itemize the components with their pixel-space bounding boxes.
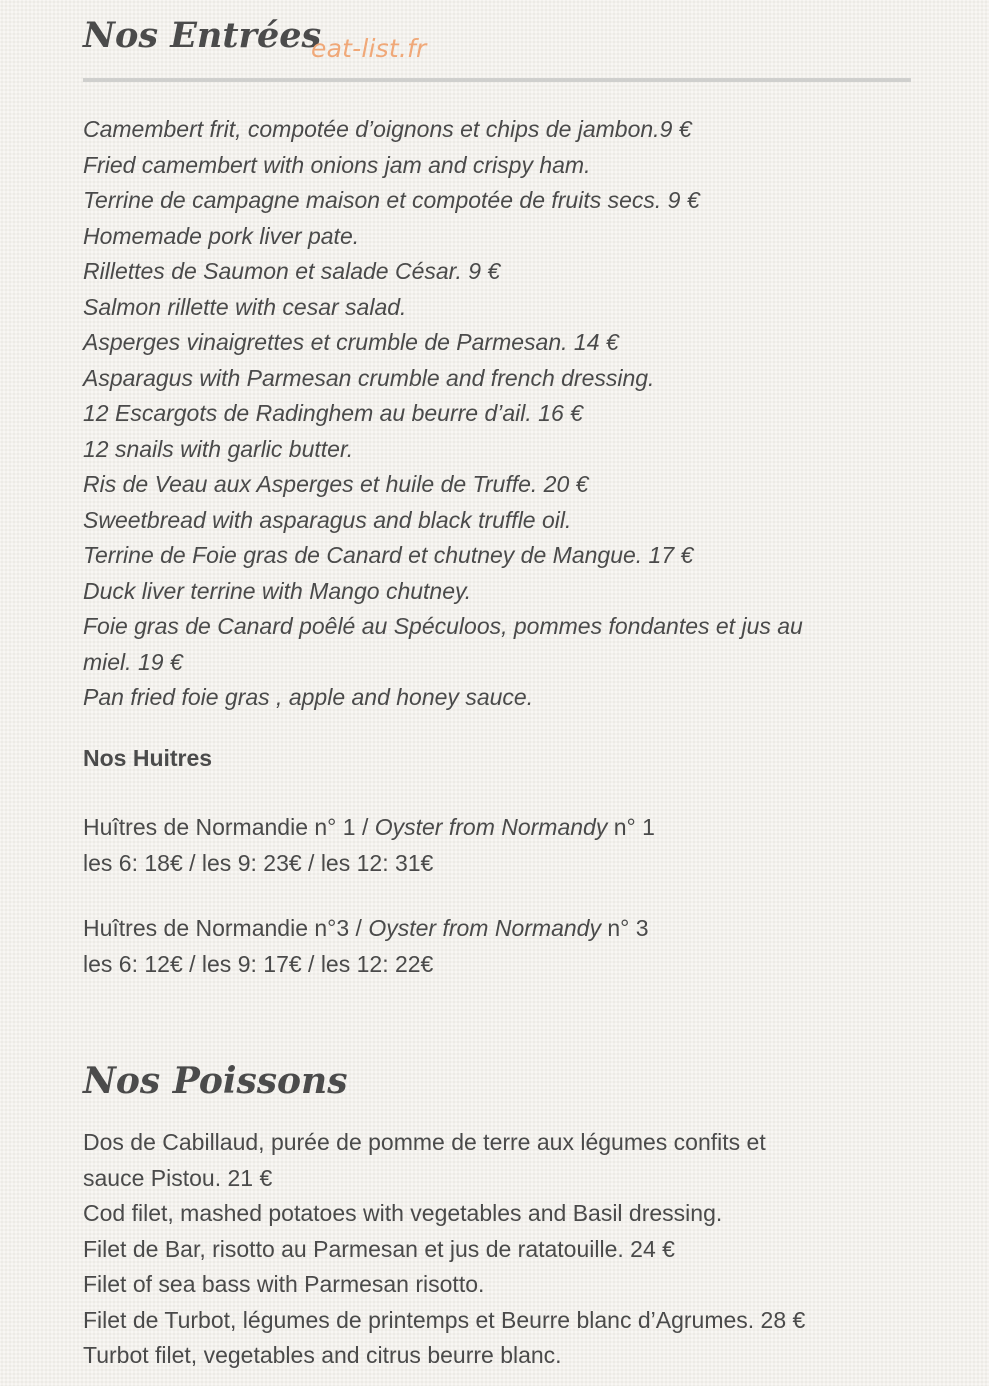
menu-line: Camembert frit, compotée d’oignons et chips de jambon.9 €: [83, 116, 692, 142]
menu-line: 12 snails with garlic butter.: [83, 435, 354, 462]
poissons-title: Nos Poissons: [83, 1060, 348, 1102]
oyster-item: [83, 911, 649, 982]
menu-line: Terrine de campagne maison et compotée de fruits secs. 9 €: [83, 187, 700, 213]
menu-line: Dos de Cabillaud, purée de pomme de terre aux légumes confits et: [83, 1129, 766, 1155]
menu-line: Ris de Veau aux Asperges et huile de Truffe. 20 €: [83, 471, 589, 497]
menu-line: Fried camembert with onions jam and crispy ham.: [83, 151, 591, 178]
menu-line: Sweetbread with asparagus and black truffle oil.: [83, 506, 572, 533]
menu-line: Cod filet, mashed potatoes with vegetables and Basil dressing.: [83, 1200, 723, 1226]
oyster-prices: les 6: 12€ / les 9: 17€ / les 12: 22€: [83, 950, 434, 977]
poissons-list: [83, 1125, 805, 1374]
menu-line: Filet de Bar, risotto au Parmesan et jus de ratatouille. 24 €: [83, 1235, 675, 1262]
oyster-name-en: Oyster from Normandy: [374, 814, 608, 840]
menu-line: Homemade pork liver pate.: [83, 222, 360, 249]
oyster-name: [83, 911, 649, 947]
menu-line: Foie gras de Canard poêlé au Spéculoos, pommes fondantes et jus au: [83, 613, 803, 639]
menu-line: Rillettes de Saumon et salade César. 9 €: [83, 258, 501, 284]
menu-line: sauce Pistou. 21 €: [83, 1164, 273, 1191]
oyster-number: n° 3: [600, 915, 649, 941]
menu-line: 12 Escargots de Radinghem au beurre d’ail. 16 €: [83, 400, 583, 426]
menu-line: miel. 19 €: [83, 648, 183, 675]
menu-line: Terrine de Foie gras de Canard et chutney de Mangue. 17 €: [83, 542, 694, 568]
menu-line: Filet de Turbot, légumes de printemps et Beurre blanc d’Agrumes. 28 €: [83, 1306, 806, 1333]
oyster-name: [83, 810, 655, 846]
menu-line: Turbot filet, vegetables and citrus beurre blanc.: [83, 1342, 562, 1368]
menu-line: Duck liver terrine with Mango chutney.: [83, 577, 472, 604]
menu-page: [83, 0, 911, 1368]
oyster-name-fr: Huîtres de Normandie n° 1 /: [83, 814, 375, 840]
oyster-prices: les 6: 18€ / les 9: 23€ / les 12: 31€: [83, 849, 434, 876]
oyster-name-en: Oyster from Normandy: [368, 915, 601, 941]
menu-line: Pan fried foie gras , apple and honey sauce.: [83, 684, 534, 710]
watermark: eat-list.fr: [311, 34, 427, 63]
oyster-item: [83, 810, 655, 881]
menu-line: Salmon rillette with cesar salad.: [83, 293, 407, 320]
entrees-title: Nos Entrées: [83, 15, 322, 56]
huitres-title: Nos Huitres: [83, 745, 213, 771]
entrees-heading-row: [83, 0, 911, 78]
entrees-list: [83, 112, 803, 716]
menu-line: Asperges vinaigrettes et crumble de Parmesan. 14 €: [83, 329, 619, 355]
section-divider: [83, 78, 911, 82]
menu-line: Filet of sea bass with Parmesan risotto.: [83, 1271, 485, 1297]
menu-line: Asparagus with Parmesan crumble and french dressing.: [83, 364, 655, 391]
oyster-number: n° 1: [607, 814, 655, 840]
oyster-name-fr: Huîtres de Normandie n°3 /: [83, 915, 369, 941]
